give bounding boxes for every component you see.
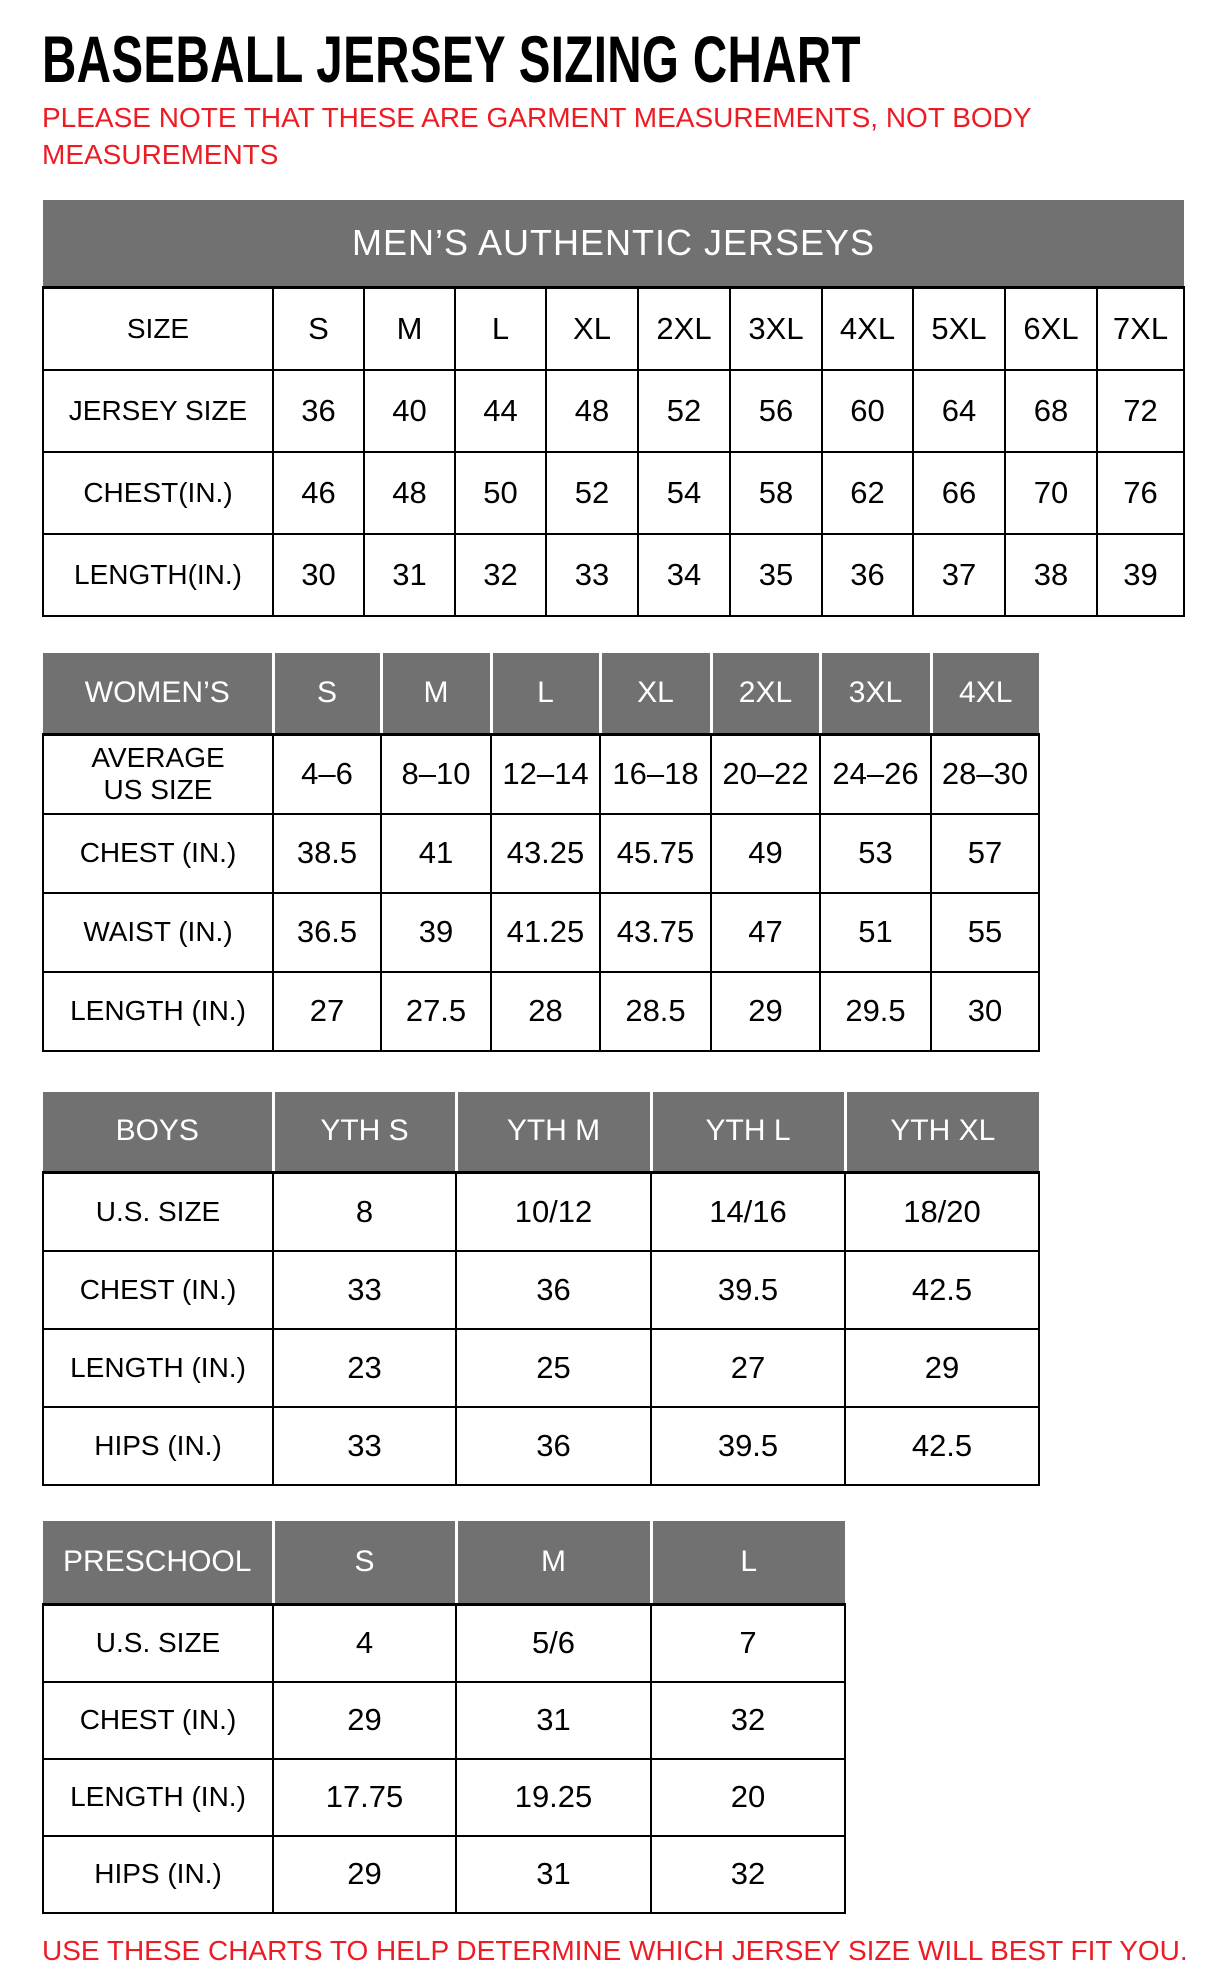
- size-cell: M: [364, 288, 455, 370]
- value-cell: 39.5: [651, 1251, 845, 1329]
- value-cell: 40: [364, 370, 455, 452]
- size-cell: 5XL: [913, 288, 1005, 370]
- table-row: [43, 735, 1039, 814]
- value-cell: 20: [651, 1759, 845, 1836]
- row-label-length: LENGTH (IN.): [43, 972, 273, 1051]
- value-cell: 19.25: [456, 1759, 651, 1836]
- value-cell: 36: [456, 1251, 651, 1329]
- size-cell: 6XL: [1005, 288, 1097, 370]
- size-column-header: XL: [600, 653, 711, 735]
- table-row: [43, 972, 1039, 1051]
- value-cell: 57: [931, 814, 1039, 893]
- row-label-chest: CHEST (IN.): [43, 814, 273, 893]
- size-cell: L: [455, 288, 546, 370]
- value-cell: 23: [273, 1329, 456, 1407]
- size-column-header: 4XL: [931, 653, 1039, 735]
- note-line-2: MEASUREMENTS: [42, 138, 279, 170]
- value-cell: 33: [546, 534, 638, 616]
- value-cell: 42.5: [845, 1407, 1039, 1485]
- row-label-waist: WAIST (IN.): [43, 893, 273, 972]
- table-row: [43, 452, 1184, 534]
- value-cell: 27: [273, 972, 381, 1051]
- value-cell: 53: [820, 814, 931, 893]
- value-cell: 47: [711, 893, 820, 972]
- size-column-header: YTH S: [273, 1092, 456, 1173]
- page-title: BASEBALL JERSEY SIZING CHART: [42, 22, 861, 96]
- value-cell: 36.5: [273, 893, 381, 972]
- value-cell: 64: [913, 370, 1005, 452]
- table-row: [43, 1605, 845, 1682]
- value-cell: 49: [711, 814, 820, 893]
- table-row: [43, 1836, 845, 1913]
- row-label-average-us-size: [43, 735, 273, 814]
- fit-advice-note: USE THESE CHARTS TO HELP DETERMINE WHICH JERSEY SIZE WILL BEST FIT YOU.: [42, 1934, 1188, 1966]
- label-line-1: AVERAGE: [91, 742, 225, 774]
- row-label-length: LENGTH (IN.): [43, 1759, 273, 1836]
- value-cell: 46: [273, 452, 364, 534]
- garment-measurements-note: [42, 100, 1220, 174]
- value-cell: 68: [1005, 370, 1097, 452]
- table-row: [43, 814, 1039, 893]
- size-column-header: M: [456, 1521, 651, 1605]
- value-cell: 29: [711, 972, 820, 1051]
- value-cell: 58: [730, 452, 822, 534]
- value-cell: 18/20: [845, 1173, 1039, 1251]
- value-cell: 72: [1097, 370, 1184, 452]
- value-cell: 4–6: [273, 735, 381, 814]
- row-label-length: LENGTH (IN.): [43, 1329, 273, 1407]
- value-cell: 66: [913, 452, 1005, 534]
- value-cell: 4: [273, 1605, 456, 1682]
- value-cell: 16–18: [600, 735, 711, 814]
- row-label-us-size: U.S. SIZE: [43, 1605, 273, 1682]
- value-cell: 36: [456, 1407, 651, 1485]
- value-cell: 28: [491, 972, 600, 1051]
- size-column-header: YTH L: [651, 1092, 845, 1173]
- table-row: [43, 1173, 1039, 1251]
- row-label-us-size: U.S. SIZE: [43, 1173, 273, 1251]
- value-cell: 41.25: [491, 893, 600, 972]
- size-cell: XL: [546, 288, 638, 370]
- value-cell: 48: [364, 452, 455, 534]
- value-cell: 30: [931, 972, 1039, 1051]
- size-cell: 3XL: [730, 288, 822, 370]
- mens-table-title: MEN’S AUTHENTIC JERSEYS: [43, 200, 1184, 288]
- row-label-chest: CHEST (IN.): [43, 1682, 273, 1759]
- value-cell: 76: [1097, 452, 1184, 534]
- row-label-jersey-size: JERSEY SIZE: [43, 370, 273, 452]
- value-cell: 25: [456, 1329, 651, 1407]
- value-cell: 20–22: [711, 735, 820, 814]
- row-label-hips: HIPS (IN.): [43, 1407, 273, 1485]
- value-cell: 48: [546, 370, 638, 452]
- value-cell: 32: [651, 1682, 845, 1759]
- size-column-header: 3XL: [820, 653, 931, 735]
- table-row: [43, 370, 1184, 452]
- value-cell: 7: [651, 1605, 845, 1682]
- value-cell: 60: [822, 370, 913, 452]
- value-cell: 43.75: [600, 893, 711, 972]
- row-label-chest: CHEST (IN.): [43, 1251, 273, 1329]
- size-column-header: M: [381, 653, 491, 735]
- value-cell: 39: [381, 893, 491, 972]
- value-cell: 41: [381, 814, 491, 893]
- table-row: [43, 893, 1039, 972]
- value-cell: 52: [546, 452, 638, 534]
- value-cell: 27.5: [381, 972, 491, 1051]
- value-cell: 31: [456, 1836, 651, 1913]
- preschool-sizing-table: [42, 1521, 846, 1914]
- value-cell: 35: [730, 534, 822, 616]
- value-cell: 51: [820, 893, 931, 972]
- value-cell: 8: [273, 1173, 456, 1251]
- size-cell: 7XL: [1097, 288, 1184, 370]
- size-column-header: S: [273, 1521, 456, 1605]
- value-cell: 32: [455, 534, 546, 616]
- value-cell: 29: [273, 1682, 456, 1759]
- value-cell: 29.5: [820, 972, 931, 1051]
- value-cell: 50: [455, 452, 546, 534]
- value-cell: 39.5: [651, 1407, 845, 1485]
- value-cell: 27: [651, 1329, 845, 1407]
- value-cell: 36: [822, 534, 913, 616]
- table-row: [43, 1759, 845, 1836]
- size-column-header: YTH M: [456, 1092, 651, 1173]
- preschool-table-title: PRESCHOOL: [43, 1521, 273, 1605]
- boys-sizing-table: [42, 1092, 1040, 1486]
- table-row: [43, 1329, 1039, 1407]
- value-cell: 70: [1005, 452, 1097, 534]
- value-cell: 30: [273, 534, 364, 616]
- value-cell: 56: [730, 370, 822, 452]
- size-column-header: L: [491, 653, 600, 735]
- row-label-chest: CHEST(IN.): [43, 452, 273, 534]
- value-cell: 54: [638, 452, 730, 534]
- table-row: [43, 1251, 1039, 1329]
- value-cell: 14/16: [651, 1173, 845, 1251]
- size-cell: S: [273, 288, 364, 370]
- value-cell: 55: [931, 893, 1039, 972]
- table-row: [43, 288, 1184, 370]
- value-cell: 33: [273, 1407, 456, 1485]
- value-cell: 28–30: [931, 735, 1039, 814]
- value-cell: 36: [273, 370, 364, 452]
- size-column-header: YTH XL: [845, 1092, 1039, 1173]
- value-cell: 62: [822, 452, 913, 534]
- value-cell: 44: [455, 370, 546, 452]
- row-label-hips: HIPS (IN.): [43, 1836, 273, 1913]
- row-label-length: LENGTH(IN.): [43, 534, 273, 616]
- value-cell: 34: [638, 534, 730, 616]
- value-cell: 37: [913, 534, 1005, 616]
- size-column-header: S: [273, 653, 381, 735]
- boys-table-title: BOYS: [43, 1092, 273, 1173]
- value-cell: 5/6: [456, 1605, 651, 1682]
- label-line-2: US SIZE: [103, 774, 213, 806]
- value-cell: 28.5: [600, 972, 711, 1051]
- value-cell: 38.5: [273, 814, 381, 893]
- mens-sizing-table: [42, 200, 1185, 617]
- value-cell: 45.75: [600, 814, 711, 893]
- size-cell: 2XL: [638, 288, 730, 370]
- table-row: [43, 1682, 845, 1759]
- value-cell: 33: [273, 1251, 456, 1329]
- size-column-header: L: [651, 1521, 845, 1605]
- value-cell: 31: [456, 1682, 651, 1759]
- value-cell: 24–26: [820, 735, 931, 814]
- value-cell: 12–14: [491, 735, 600, 814]
- row-label-size: SIZE: [43, 288, 273, 370]
- table-row: [43, 1407, 1039, 1485]
- size-column-header: 2XL: [711, 653, 820, 735]
- value-cell: 17.75: [273, 1759, 456, 1836]
- value-cell: 10/12: [456, 1173, 651, 1251]
- value-cell: 38: [1005, 534, 1097, 616]
- value-cell: 8–10: [381, 735, 491, 814]
- note-line-1: PLEASE NOTE THAT THESE ARE GARMENT MEASUREMENTS, NOT BODY: [42, 101, 1032, 133]
- table-row: [43, 534, 1184, 616]
- value-cell: 31: [364, 534, 455, 616]
- value-cell: 32: [651, 1836, 845, 1913]
- value-cell: 29: [845, 1329, 1039, 1407]
- value-cell: 29: [273, 1836, 456, 1913]
- value-cell: 43.25: [491, 814, 600, 893]
- womens-sizing-table: [42, 653, 1040, 1052]
- womens-table-title: WOMEN’S: [43, 653, 273, 735]
- value-cell: 52: [638, 370, 730, 452]
- size-cell: 4XL: [822, 288, 913, 370]
- value-cell: 39: [1097, 534, 1184, 616]
- value-cell: 42.5: [845, 1251, 1039, 1329]
